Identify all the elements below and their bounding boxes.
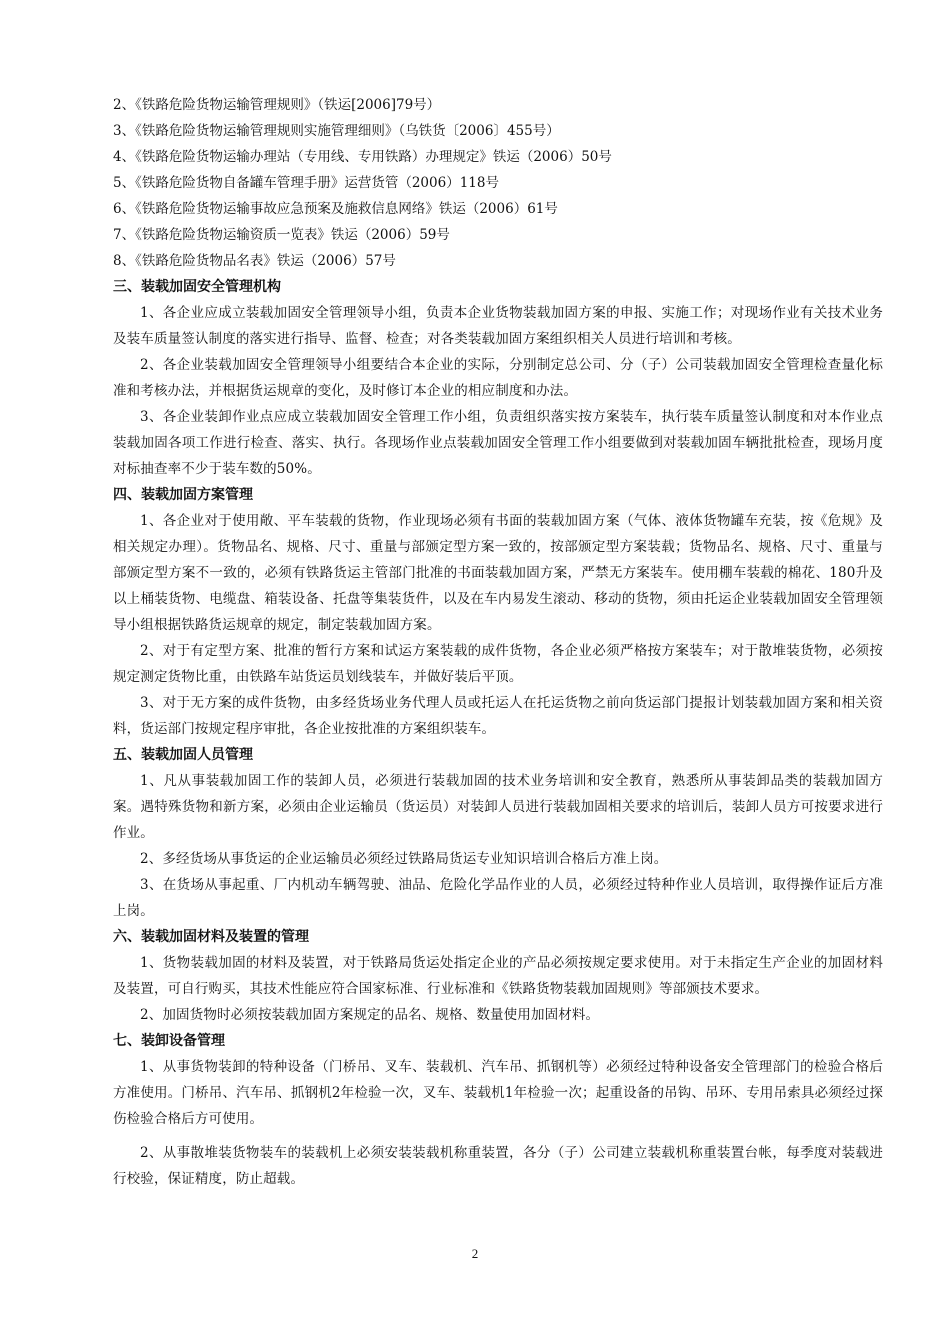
paragraph: 1、货物装载加固的材料及装置，对于铁路局货运处指定企业的产品必须按规定要求使用。对于未指定生产企业的加固材料及装置，可自行购买，其技术性能应符合国家标准、行业标准和《铁路货物装载加固规则》等部颁技术要求。	[113, 955, 883, 997]
paragraph: 2、从事散堆装货物装车的装载机上必须安装装载机称重装置，各分（子）公司建立装载机称重装置台帐，每季度对装载进行校验，保证精度，防止超载。	[113, 1145, 883, 1187]
section-heading: 五、装载加固人员管理	[113, 747, 253, 763]
paragraph: 2、多经货场从事货运的企业运输员必须经过铁路局货运专业知识培训合格后方准上岗。	[140, 851, 668, 867]
reference-item: 4、《铁路危险货物运输办理站（专用线、专用铁路）办理规定》铁运（2006）50号	[113, 149, 612, 165]
reference-item: 8、《铁路危险货物品名表》铁运（2006）57号	[113, 253, 396, 269]
paragraph: 3、在货场从事起重、厂内机动车辆驾驶、油品、危险化学品作业的人员，必须经过特种作业人员培训，取得操作证后方准上岗。	[113, 877, 883, 919]
section-heading: 三、装载加固安全管理机构	[113, 279, 281, 295]
reference-item: 5、《铁路危险货物自备罐车管理手册》运营货管（2006）118号	[113, 175, 499, 191]
paragraph: 3、各企业装卸作业点应成立装载加固安全管理工作小组，负责组织落实按方案装车，执行装车质量签认制度和对本作业点装载加固各项工作进行检查、落实、执行。各现场作业点装载加固安全管理工作小组要做到对装载加固车辆批批检查，现场月度对标抽查率不少于装车数的50%。	[113, 409, 883, 477]
paragraph: 1、各企业对于使用敞、平车装载的货物，作业现场必须有书面的装载加固方案（气体、液体货物罐车充装，按《危规》及相关规定办理）。货物品名、规格、尺寸、重量与部颁定型方案一致的，按部颁定型方案装载；货物品名、规格、尺寸、重量与部颁定型方案不一致的，必须有铁路货运主管部门批准的书面装载加固方案，严禁无方案装车。使用棚车装载的棉花、180升及以上桶装货物、电缆盘、箱装设备、托盘等集装货件，以及在车内易发生滚动、移动的货物，须由托运企业装载加固安全管理领导小组根据铁路货运规章的规定，制定装载加固方案。	[113, 513, 883, 633]
reference-item: 3、《铁路危险货物运输管理规则实施管理细则》（乌铁货〔2006〕455号）	[113, 123, 560, 139]
paragraph: 2、加固货物时必须按装载加固方案规定的品名、规格、数量使用加固材料。	[140, 1007, 600, 1023]
paragraph: 3、对于无方案的成件货物，由多经货场业务代理人员或托运人在托运货物之前向货运部门提报计划装载加固方案和相关资料，货运部门按规定程序审批，各企业按批准的方案组织装车。	[113, 695, 883, 737]
section-3	[113, 274, 883, 482]
reference-list	[113, 92, 883, 274]
paragraph: 1、凡从事装载加固工作的装卸人员，必须进行装载加固的技术业务培训和安全教育，熟悉所从事装卸品类的装载加固方案。遇特殊货物和新方案，必须由企业运输员（货运员）对装卸人员进行装载加固相关要求的培训后，装卸人员方可按要求进行作业。	[113, 773, 883, 841]
document-body	[113, 92, 883, 1192]
paragraph: 2、对于有定型方案、批准的暂行方案和试运方案装载的成件货物，各企业必须严格按方案装车；对于散堆装货物，必须按规定测定货物比重，由铁路车站货运员划线装车，并做好装后平顶。	[113, 643, 883, 685]
reference-item: 6、《铁路危险货物运输事故应急预案及施救信息网络》铁运（2006）61号	[113, 201, 558, 217]
section-6	[113, 924, 883, 1028]
reference-item: 7、《铁路危险货物运输资质一览表》铁运（2006）59号	[113, 227, 450, 243]
page-number: 2	[471, 1246, 479, 1261]
section-7	[113, 1028, 883, 1192]
section-heading: 七、装卸设备管理	[113, 1033, 225, 1049]
paragraph: 1、从事货物装卸的特种设备（门桥吊、叉车、装载机、汽车吊、抓钢机等）必须经过特种设备安全管理部门的检验合格后方准使用。门桥吊、汽车吊、抓钢机2年检验一次，叉车、装载机1年检验一次；起重设备的吊钩、吊环、专用吊索具必须经过探伤检验合格后方可使用。	[113, 1059, 883, 1127]
paragraph: 2、各企业装载加固安全管理领导小组要结合本企业的实际，分别制定总公司、分（子）公司装载加固安全管理检查量化标准和考核办法，并根据货运规章的变化，及时修订本企业的相应制度和办法。	[113, 357, 883, 399]
section-heading: 四、装载加固方案管理	[113, 487, 253, 503]
section-4	[113, 482, 883, 742]
paragraph-spacer	[113, 1132, 883, 1140]
section-heading: 六、装载加固材料及装置的管理	[113, 929, 309, 945]
paragraph: 1、各企业应成立装载加固安全管理领导小组，负责本企业货物装载加固方案的申报、实施工作；对现场作业有关技术业务及装车质量签认制度的落实进行指导、监督、检查；对各类装载加固方案组织相关人员进行培训和考核。	[113, 305, 883, 347]
section-5	[113, 742, 883, 924]
reference-item: 2、《铁路危险货物运输管理规则》（铁运[2006]79号）	[113, 97, 441, 113]
